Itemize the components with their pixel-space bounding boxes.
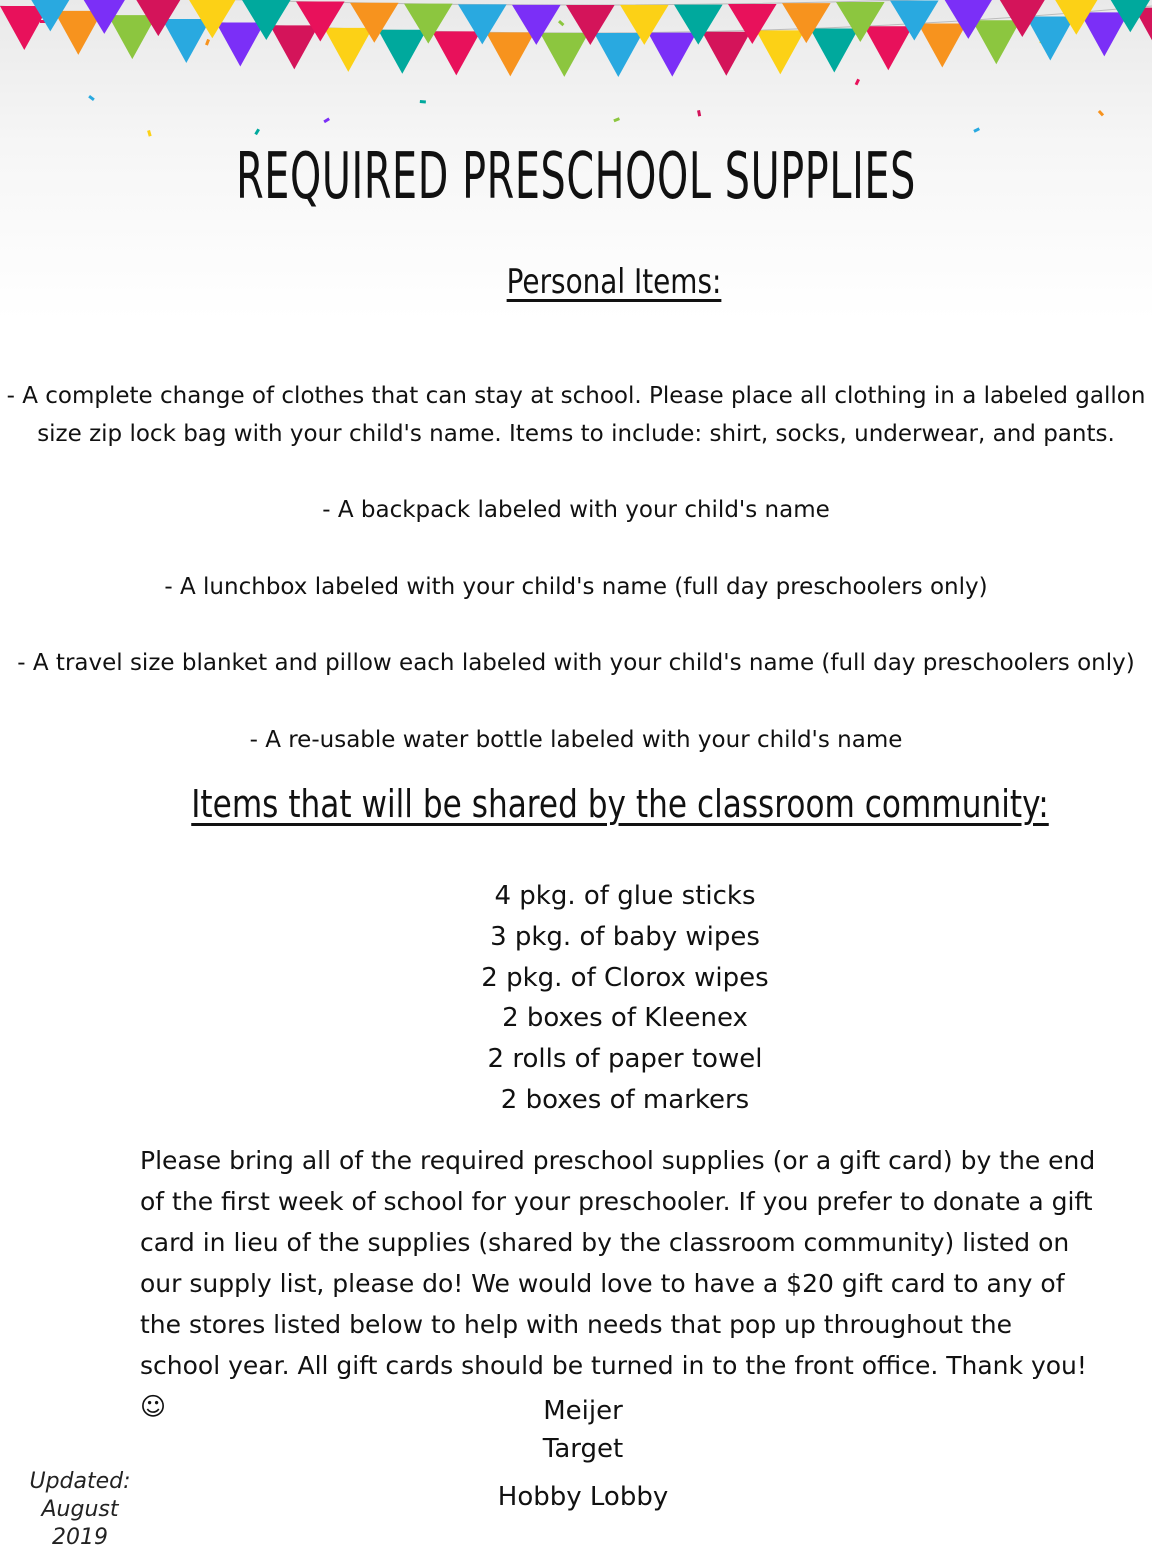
personal-item: - A backpack labeled with your child's name [322, 497, 830, 523]
personal-item: - A complete change of clothes that can stay at school. Please place all clothing in a labeled gallon [6, 383, 1146, 409]
confetti-piece [88, 95, 95, 101]
flag [162, 19, 211, 63]
flag [972, 20, 1021, 64]
personal-item: - A travel size blanket and pillow each labeled with your child's name (full day preschoolers only) [17, 650, 1135, 676]
store-list [0, 1392, 1152, 1516]
flag [1026, 17, 1075, 61]
flag [1080, 12, 1129, 56]
flag [864, 26, 913, 70]
confetti-piece [697, 110, 701, 116]
updated-label: Updated: [29, 1469, 131, 1494]
list-item: 2 boxes of Kleenex [502, 1003, 748, 1034]
shared-items-list [0, 876, 1152, 1121]
confetti-piece [973, 127, 980, 132]
flag [648, 33, 697, 77]
confetti-piece [1098, 110, 1104, 116]
flag [378, 30, 427, 74]
updated-date: August 2019 [41, 1497, 119, 1550]
list-item: 2 pkg. of Clorox wipes [481, 962, 769, 993]
flag [756, 30, 805, 74]
flag [810, 29, 859, 73]
confetti-piece [205, 39, 210, 46]
personal-items-heading: Personal Items: [506, 262, 722, 302]
flag [432, 31, 481, 75]
list-item: 2 rolls of paper towel [487, 1044, 763, 1075]
flag [918, 23, 967, 67]
flag [270, 25, 319, 69]
list-item: 3 pkg. of baby wipes [490, 921, 760, 952]
confetti-piece [420, 100, 426, 104]
flag [216, 22, 265, 66]
store-item: Meijer [543, 1396, 623, 1426]
confetti-piece [147, 130, 152, 137]
shared-items-heading: Items that will be shared by the classroom community: [191, 782, 1049, 826]
updated-note [18, 1468, 142, 1552]
personal-item: - A lunchbox labeled with your child's name (full day preschoolers only) [164, 574, 988, 600]
confetti-piece [254, 128, 260, 135]
confetti-piece [613, 117, 620, 122]
flag [486, 32, 535, 76]
page-title: REQUIRED PRESCHOOL SUPPLIES [236, 140, 916, 214]
gift-card-note: Please bring all of the required preschool supplies (or a gift card) by the end of the first week of school for your preschooler. If you prefer to donate a gift card in lieu of the supplies (shared by the classroom community) listed on our supply list, please do! We would love to have a $20 gift card to any of the stores listed below to help with needs that pop up throughout the school year. All gift cards should be turned in to the front office. Thank you! ☺ [140, 1146, 1096, 1421]
personal-item: size zip lock bag with your child's name. Items to include: shirt, socks, underwear, and pants. [37, 421, 1115, 447]
list-item: 2 boxes of markers [500, 1084, 750, 1115]
flag [702, 32, 751, 76]
flag [108, 15, 157, 59]
confetti-piece [558, 20, 564, 26]
bunting-flags-icon [0, 0, 1152, 140]
list-item: 4 pkg. of glue sticks [494, 881, 756, 911]
personal-item: - A re-usable water bottle labeled with your child's name [249, 727, 903, 753]
bunting-flags [0, 0, 1152, 77]
flag [594, 33, 643, 77]
confetti-piece [855, 79, 860, 86]
flag [324, 28, 373, 72]
store-item: Hobby Lobby [497, 1482, 669, 1512]
confetti-piece [323, 117, 330, 123]
flag [540, 33, 589, 77]
store-item: Target [542, 1434, 624, 1464]
